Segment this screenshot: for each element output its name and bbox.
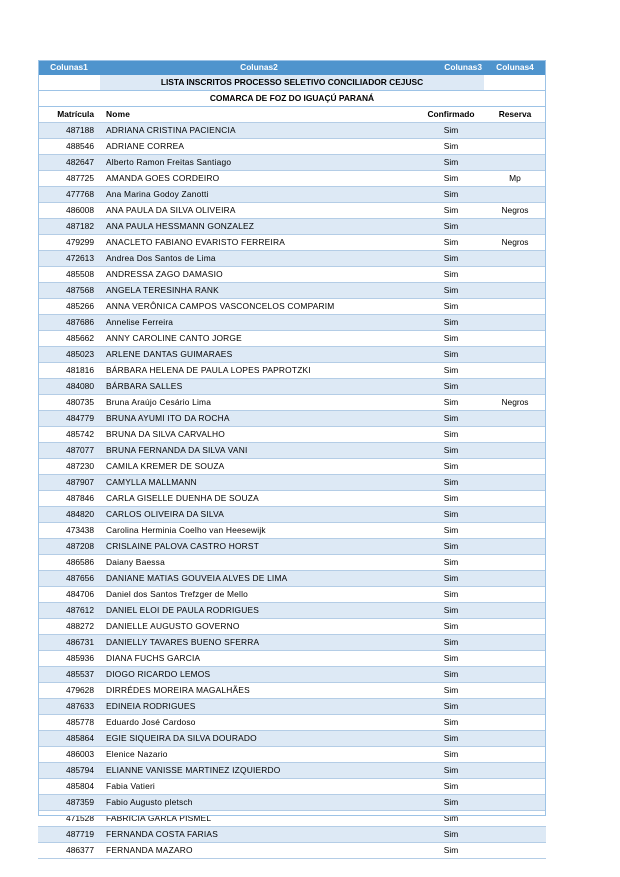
- matricula-cell[interactable]: 487719: [38, 827, 100, 843]
- title-row-2: [38, 91, 546, 107]
- reserva-cell[interactable]: [484, 123, 546, 139]
- nome-cell[interactable]: ANACLETO FABIANO EVARISTO FERREIRA: [100, 235, 418, 251]
- reserva-cell[interactable]: Negros: [484, 395, 546, 411]
- confirmado-cell[interactable]: Sim: [418, 187, 484, 203]
- table-row[interactable]: [38, 507, 546, 523]
- reserva-cell[interactable]: [484, 635, 546, 651]
- nome-cell[interactable]: ANA PAULA DA SILVA OLIVEIRA: [100, 203, 418, 219]
- nome-cell[interactable]: BRUNA DA SILVA CARVALHO: [100, 427, 418, 443]
- table-row[interactable]: [38, 267, 546, 283]
- confirmado-cell[interactable]: Sim: [418, 603, 484, 619]
- reserva-header: Reserva: [484, 107, 546, 123]
- nome-cell[interactable]: ANNA VERÔNICA CAMPOS VASCONCELOS COMPARIM: [100, 299, 418, 315]
- table-row[interactable]: [38, 555, 546, 571]
- matricula-cell[interactable]: 486586: [38, 555, 100, 571]
- nome-cell[interactable]: CARLOS OLIVEIRA DA SILVA: [100, 507, 418, 523]
- matricula-cell[interactable]: 488272: [38, 619, 100, 635]
- nome-cell[interactable]: ARLENE DANTAS GUIMARAES: [100, 347, 418, 363]
- matricula-cell[interactable]: 479299: [38, 235, 100, 251]
- confirmado-cell[interactable]: Sim: [418, 155, 484, 171]
- nome-cell[interactable]: ANDRESSA ZAGO DAMASIO: [100, 267, 418, 283]
- nome-cell[interactable]: BRUNA AYUMI ITO DA ROCHA: [100, 411, 418, 427]
- reserva-cell[interactable]: [484, 443, 546, 459]
- comarca-title: COMARCA DE FOZ DO IGUAÇÚ PARANÁ: [100, 91, 484, 107]
- table-row[interactable]: [38, 299, 546, 315]
- nome-cell[interactable]: Elenice Nazario: [100, 747, 418, 763]
- table-row[interactable]: [38, 667, 546, 683]
- nome-cell[interactable]: Alberto Ramon Freitas Santiago: [100, 155, 418, 171]
- reserva-cell[interactable]: [484, 795, 546, 811]
- confirmado-cell[interactable]: Sim: [418, 827, 484, 843]
- table-row[interactable]: [38, 443, 546, 459]
- reserva-cell[interactable]: [484, 539, 546, 555]
- confirmado-cell[interactable]: Sim: [418, 667, 484, 683]
- confirmado-cell[interactable]: Sim: [418, 459, 484, 475]
- nome-cell[interactable]: FERNANDA COSTA FARIAS: [100, 827, 418, 843]
- confirmado-cell[interactable]: Sim: [418, 331, 484, 347]
- reserva-cell[interactable]: [484, 779, 546, 795]
- reserva-cell[interactable]: [484, 731, 546, 747]
- nome-cell[interactable]: Fabio Augusto pletsch: [100, 795, 418, 811]
- nome-cell[interactable]: Daiany Baessa: [100, 555, 418, 571]
- matricula-cell[interactable]: 484080: [38, 379, 100, 395]
- table-row[interactable]: [38, 539, 546, 555]
- table-row[interactable]: [38, 331, 546, 347]
- matricula-cell[interactable]: 485662: [38, 331, 100, 347]
- confirmado-cell[interactable]: Sim: [418, 411, 484, 427]
- reserva-cell[interactable]: [484, 347, 546, 363]
- table-row[interactable]: [38, 203, 546, 219]
- reserva-cell[interactable]: [484, 219, 546, 235]
- table-row[interactable]: [38, 747, 546, 763]
- table-row[interactable]: [38, 699, 546, 715]
- matricula-cell[interactable]: 487208: [38, 539, 100, 555]
- confirmado-cell[interactable]: Sim: [418, 363, 484, 379]
- confirmado-cell[interactable]: Sim: [418, 619, 484, 635]
- matricula-cell[interactable]: 485804: [38, 779, 100, 795]
- nome-cell[interactable]: EDINEIA RODRIGUES: [100, 699, 418, 715]
- matricula-cell[interactable]: 487188: [38, 123, 100, 139]
- matricula-cell[interactable]: 472613: [38, 251, 100, 267]
- column-header-4[interactable]: Colunas4: [484, 60, 546, 75]
- confirmado-cell[interactable]: Sim: [418, 523, 484, 539]
- confirmado-cell[interactable]: Sim: [418, 395, 484, 411]
- matricula-cell[interactable]: 487846: [38, 491, 100, 507]
- nome-cell[interactable]: CAMYLLA MALLMANN: [100, 475, 418, 491]
- confirmado-cell[interactable]: Sim: [418, 843, 484, 859]
- confirmado-cell[interactable]: Sim: [418, 171, 484, 187]
- matricula-cell[interactable]: 471528: [38, 811, 100, 827]
- table-row[interactable]: [38, 683, 546, 699]
- nome-cell[interactable]: DIANA FUCHS GARCIA: [100, 651, 418, 667]
- table-row[interactable]: [38, 379, 546, 395]
- matricula-header: Matrícula: [38, 107, 100, 123]
- confirmado-cell[interactable]: Sim: [418, 283, 484, 299]
- matricula-cell[interactable]: 473438: [38, 523, 100, 539]
- title-spacer: [38, 75, 100, 91]
- table-row[interactable]: [38, 283, 546, 299]
- nome-cell[interactable]: BRUNA FERNANDA DA SILVA VANI: [100, 443, 418, 459]
- reserva-cell[interactable]: [484, 267, 546, 283]
- reserva-cell[interactable]: [484, 843, 546, 859]
- confirmado-cell[interactable]: Sim: [418, 683, 484, 699]
- table-row[interactable]: [38, 795, 546, 811]
- table-row[interactable]: [38, 763, 546, 779]
- table-row[interactable]: [38, 395, 546, 411]
- table-row[interactable]: [38, 411, 546, 427]
- nome-cell[interactable]: DANIEL ELOI DE PAULA RODRIGUES: [100, 603, 418, 619]
- nome-cell[interactable]: Fabia Vatieri: [100, 779, 418, 795]
- confirmado-cell[interactable]: Sim: [418, 379, 484, 395]
- matricula-cell[interactable]: 486008: [38, 203, 100, 219]
- nome-cell[interactable]: ELIANNE VANISSE MARTINEZ IZQUIERDO: [100, 763, 418, 779]
- matricula-cell[interactable]: 487182: [38, 219, 100, 235]
- matricula-cell[interactable]: 484706: [38, 587, 100, 603]
- matricula-cell[interactable]: 485508: [38, 267, 100, 283]
- title-row-1: [38, 75, 546, 91]
- table-row[interactable]: [38, 139, 546, 155]
- confirmado-cell[interactable]: Sim: [418, 811, 484, 827]
- title-spacer: [38, 91, 100, 107]
- nome-cell[interactable]: DANIANE MATIAS GOUVEIA ALVES DE LIMA: [100, 571, 418, 587]
- title-spacer: [484, 91, 546, 107]
- confirmado-cell[interactable]: Sim: [418, 251, 484, 267]
- table-row[interactable]: [38, 363, 546, 379]
- table-row[interactable]: [38, 843, 546, 859]
- table-row[interactable]: [38, 731, 546, 747]
- confirmado-cell[interactable]: Sim: [418, 763, 484, 779]
- reserva-cell[interactable]: [484, 555, 546, 571]
- matricula-cell[interactable]: 479628: [38, 683, 100, 699]
- nome-header: Nome: [100, 107, 418, 123]
- nome-cell[interactable]: AMANDA GOES CORDEIRO: [100, 171, 418, 187]
- matricula-cell[interactable]: 477768: [38, 187, 100, 203]
- confirmado-cell[interactable]: Sim: [418, 635, 484, 651]
- reserva-cell[interactable]: [484, 699, 546, 715]
- table-row[interactable]: [38, 171, 546, 187]
- table-row[interactable]: [38, 459, 546, 475]
- title-spacer: [484, 75, 546, 91]
- reserva-cell[interactable]: Mp: [484, 171, 546, 187]
- nome-cell[interactable]: CAMILA KREMER DE SOUZA: [100, 459, 418, 475]
- confirmado-cell[interactable]: Sim: [418, 747, 484, 763]
- reserva-cell[interactable]: [484, 651, 546, 667]
- confirmado-cell[interactable]: Sim: [418, 427, 484, 443]
- reserva-cell[interactable]: [484, 283, 546, 299]
- nome-cell[interactable]: BÁRBARA HELENA DE PAULA LOPES PAPROTZKI: [100, 363, 418, 379]
- reserva-cell[interactable]: [484, 603, 546, 619]
- column-header-3[interactable]: Colunas3: [418, 60, 484, 75]
- nome-cell[interactable]: DIOGO RICARDO LEMOS: [100, 667, 418, 683]
- confirmado-cell[interactable]: Sim: [418, 731, 484, 747]
- column-header-1[interactable]: Colunas1: [38, 60, 100, 75]
- list-title: LISTA INSCRITOS PROCESSO SELETIVO CONCILIADOR CEJUSC: [100, 75, 484, 91]
- nome-cell[interactable]: FABRICIA GARLA PISMEL: [100, 811, 418, 827]
- table-row[interactable]: [38, 491, 546, 507]
- reserva-cell[interactable]: [484, 811, 546, 827]
- column-header-row: [38, 60, 546, 75]
- confirmado-cell[interactable]: Sim: [418, 507, 484, 523]
- nome-cell[interactable]: CARLA GISELLE DUENHA DE SOUZA: [100, 491, 418, 507]
- nome-cell[interactable]: CRISLAINE PALOVA CASTRO HORST: [100, 539, 418, 555]
- matricula-cell[interactable]: 487612: [38, 603, 100, 619]
- reserva-cell[interactable]: [484, 299, 546, 315]
- reserva-cell[interactable]: [484, 139, 546, 155]
- reserva-cell[interactable]: [484, 459, 546, 475]
- nome-cell[interactable]: Ana Marina Godoy Zanotti: [100, 187, 418, 203]
- confirmado-cell[interactable]: Sim: [418, 491, 484, 507]
- confirmado-cell[interactable]: Sim: [418, 571, 484, 587]
- matricula-cell[interactable]: 485778: [38, 715, 100, 731]
- confirmado-cell[interactable]: Sim: [418, 123, 484, 139]
- table-row[interactable]: [38, 251, 546, 267]
- confirmado-cell[interactable]: Sim: [418, 347, 484, 363]
- matricula-cell[interactable]: 485864: [38, 731, 100, 747]
- confirmado-cell[interactable]: Sim: [418, 443, 484, 459]
- table-row[interactable]: [38, 619, 546, 635]
- confirmado-cell[interactable]: Sim: [418, 779, 484, 795]
- matricula-cell[interactable]: 485266: [38, 299, 100, 315]
- reserva-cell[interactable]: [484, 363, 546, 379]
- reserva-cell[interactable]: [484, 523, 546, 539]
- nome-cell[interactable]: ADRIANE CORREA: [100, 139, 418, 155]
- matricula-cell[interactable]: 484820: [38, 507, 100, 523]
- matricula-cell[interactable]: 481816: [38, 363, 100, 379]
- confirmado-cell[interactable]: Sim: [418, 715, 484, 731]
- matricula-cell[interactable]: 485537: [38, 667, 100, 683]
- confirmado-cell[interactable]: Sim: [418, 315, 484, 331]
- reserva-cell[interactable]: [484, 379, 546, 395]
- table-row[interactable]: [38, 603, 546, 619]
- reserva-cell[interactable]: [484, 715, 546, 731]
- nome-cell[interactable]: Bruna Araújo Cesário Lima: [100, 395, 418, 411]
- table-row[interactable]: [38, 635, 546, 651]
- table-row[interactable]: [38, 651, 546, 667]
- matricula-cell[interactable]: 487230: [38, 459, 100, 475]
- nome-cell[interactable]: DANIELLY TAVARES BUENO SFERRA: [100, 635, 418, 651]
- nome-cell[interactable]: Carolina Herminia Coelho van Heesewijk: [100, 523, 418, 539]
- matricula-cell[interactable]: 486731: [38, 635, 100, 651]
- table-row[interactable]: [38, 427, 546, 443]
- confirmado-cell[interactable]: Sim: [418, 203, 484, 219]
- reserva-cell[interactable]: [484, 187, 546, 203]
- matricula-cell[interactable]: 484779: [38, 411, 100, 427]
- nome-cell[interactable]: Daniel dos Santos Trefzger de Mello: [100, 587, 418, 603]
- matricula-cell[interactable]: 487907: [38, 475, 100, 491]
- reserva-cell[interactable]: Negros: [484, 203, 546, 219]
- table-row[interactable]: [38, 475, 546, 491]
- confirmado-cell[interactable]: Sim: [418, 267, 484, 283]
- matricula-cell[interactable]: 487686: [38, 315, 100, 331]
- matricula-cell[interactable]: 487359: [38, 795, 100, 811]
- reserva-cell[interactable]: [484, 491, 546, 507]
- matricula-cell[interactable]: 488546: [38, 139, 100, 155]
- reserva-cell[interactable]: [484, 587, 546, 603]
- matricula-cell[interactable]: 487656: [38, 571, 100, 587]
- reserva-cell[interactable]: [484, 827, 546, 843]
- nome-cell[interactable]: Annelise Ferreira: [100, 315, 418, 331]
- table-row[interactable]: [38, 571, 546, 587]
- nome-cell[interactable]: ANA PAULA HESSMANN GONZALEZ: [100, 219, 418, 235]
- reserva-cell[interactable]: [484, 667, 546, 683]
- reserva-cell[interactable]: [484, 619, 546, 635]
- table-row[interactable]: [38, 187, 546, 203]
- matricula-cell[interactable]: 485742: [38, 427, 100, 443]
- registrants-table: [38, 60, 546, 859]
- table-row[interactable]: [38, 235, 546, 251]
- matricula-cell[interactable]: 485794: [38, 763, 100, 779]
- confirmado-cell[interactable]: Sim: [418, 795, 484, 811]
- confirmado-cell[interactable]: Sim: [418, 219, 484, 235]
- confirmado-cell[interactable]: Sim: [418, 587, 484, 603]
- reserva-cell[interactable]: [484, 411, 546, 427]
- reserva-cell[interactable]: [484, 475, 546, 491]
- nome-cell[interactable]: Eduardo José Cardoso: [100, 715, 418, 731]
- reserva-cell[interactable]: [484, 315, 546, 331]
- reserva-cell[interactable]: [484, 683, 546, 699]
- table-row[interactable]: [38, 347, 546, 363]
- matricula-cell[interactable]: 480735: [38, 395, 100, 411]
- reserva-cell[interactable]: [484, 155, 546, 171]
- nome-cell[interactable]: BÁRBARA SALLES: [100, 379, 418, 395]
- confirmado-cell[interactable]: Sim: [418, 475, 484, 491]
- reserva-cell[interactable]: [484, 427, 546, 443]
- table-row[interactable]: [38, 715, 546, 731]
- reserva-cell[interactable]: Negros: [484, 235, 546, 251]
- matricula-cell[interactable]: 485936: [38, 651, 100, 667]
- matricula-cell[interactable]: 487568: [38, 283, 100, 299]
- confirmado-header: Confirmado: [418, 107, 484, 123]
- reserva-cell[interactable]: [484, 571, 546, 587]
- table-row[interactable]: [38, 827, 546, 843]
- reserva-cell[interactable]: [484, 251, 546, 267]
- nome-cell[interactable]: DANIELLE AUGUSTO GOVERNO: [100, 619, 418, 635]
- nome-cell[interactable]: Andrea Dos Santos de Lima: [100, 251, 418, 267]
- confirmado-cell[interactable]: Sim: [418, 699, 484, 715]
- matricula-cell[interactable]: 482647: [38, 155, 100, 171]
- table-row[interactable]: [38, 123, 546, 139]
- confirmado-cell[interactable]: Sim: [418, 139, 484, 155]
- reserva-cell[interactable]: [484, 507, 546, 523]
- nome-cell[interactable]: DIRRÉDES MOREIRA MAGALHÃES: [100, 683, 418, 699]
- nome-cell[interactable]: ADRIANA CRISTINA PACIENCIA: [100, 123, 418, 139]
- confirmado-cell[interactable]: Sim: [418, 235, 484, 251]
- column-header-2[interactable]: Colunas2: [100, 60, 418, 75]
- table-row[interactable]: [38, 315, 546, 331]
- confirmado-cell[interactable]: Sim: [418, 555, 484, 571]
- field-header-row: [38, 107, 546, 123]
- table-row[interactable]: [38, 811, 546, 827]
- confirmado-cell[interactable]: Sim: [418, 651, 484, 667]
- matricula-cell[interactable]: 485023: [38, 347, 100, 363]
- nome-cell[interactable]: ANNY CAROLINE CANTO JORGE: [100, 331, 418, 347]
- matricula-cell[interactable]: 486377: [38, 843, 100, 859]
- confirmado-cell[interactable]: Sim: [418, 299, 484, 315]
- nome-cell[interactable]: FERNANDA MAZARO: [100, 843, 418, 859]
- table-row[interactable]: [38, 779, 546, 795]
- matricula-cell[interactable]: 486003: [38, 747, 100, 763]
- table-row[interactable]: [38, 219, 546, 235]
- table-row[interactable]: [38, 587, 546, 603]
- table-row[interactable]: [38, 155, 546, 171]
- matricula-cell[interactable]: 487077: [38, 443, 100, 459]
- reserva-cell[interactable]: [484, 763, 546, 779]
- reserva-cell[interactable]: [484, 747, 546, 763]
- table-row[interactable]: [38, 523, 546, 539]
- reserva-cell[interactable]: [484, 331, 546, 347]
- nome-cell[interactable]: EGIE SIQUEIRA DA SILVA DOURADO: [100, 731, 418, 747]
- nome-cell[interactable]: ANGELA TERESINHA RANK: [100, 283, 418, 299]
- matricula-cell[interactable]: 487633: [38, 699, 100, 715]
- confirmado-cell[interactable]: Sim: [418, 539, 484, 555]
- matricula-cell[interactable]: 487725: [38, 171, 100, 187]
